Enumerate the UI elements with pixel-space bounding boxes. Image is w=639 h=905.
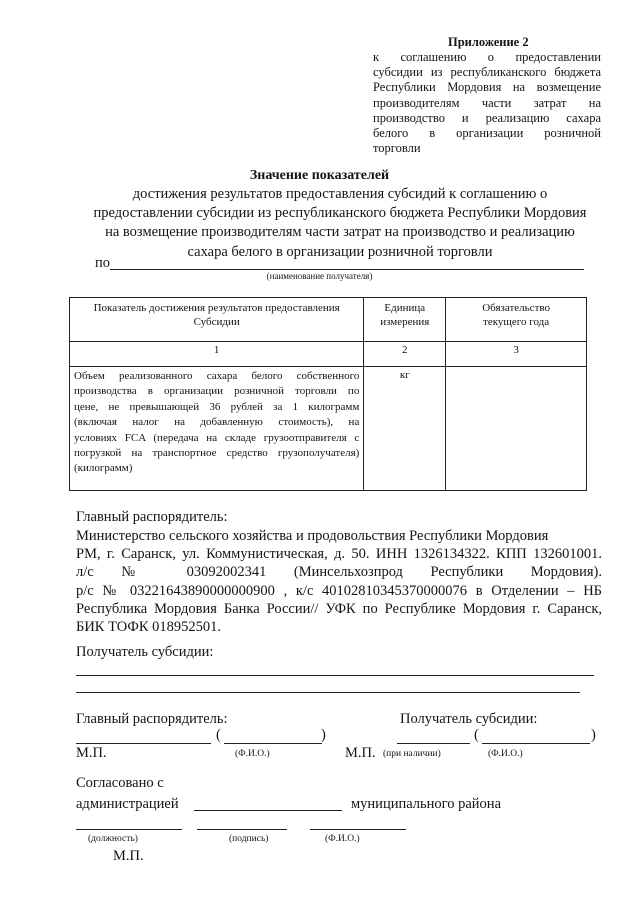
manager-stamp: М.П. [76, 745, 107, 761]
manager-label: Главный распорядитель: [76, 509, 228, 525]
recipient-name-field[interactable] [110, 269, 584, 270]
column-number: 1 [70, 342, 364, 367]
table-header-row [70, 298, 587, 342]
manager-line: р/с № 03221643890000000900 , к/с 40102810345370000076 в Отделении – НБ [76, 582, 602, 599]
manager-fio-line[interactable] [224, 743, 322, 744]
indicator-line: условиях FCA (передача на складе грузоотправителя с [74, 431, 360, 444]
appendix-line: производство и реализацию сахара [373, 110, 601, 125]
unit-cell: кг [364, 367, 446, 491]
recipient-fio-line[interactable] [482, 743, 590, 744]
stamp-optional-hint: (при наличии) [383, 749, 441, 759]
recipient-signature-line[interactable] [397, 743, 470, 744]
recipient-fio-hint: (Ф.И.О.) [488, 749, 523, 759]
appendix-caption [373, 50, 601, 156]
column-number: 3 [446, 342, 587, 367]
recipient-field-line[interactable] [76, 675, 594, 676]
position-line[interactable] [76, 829, 182, 830]
header-unit [364, 298, 446, 342]
district-label: муниципального района [351, 796, 501, 812]
recipient-field-line[interactable] [76, 692, 580, 693]
agreement-stamp: М.П. [113, 848, 144, 864]
header-line: Единица [384, 302, 426, 314]
subtitle-line: предоставлении субсидии из республиканского бюджета Республики Мордовия [93, 205, 587, 222]
recipient-signature-label: Получатель субсидии: [400, 711, 538, 727]
header-line: измерения [380, 316, 430, 328]
header-line: Субсидии [193, 316, 240, 328]
appendix-line: торговли [373, 141, 421, 156]
appendix-line: производителям части затрат на [373, 95, 601, 110]
recipient-label: Получатель субсидии: [76, 644, 214, 660]
appendix-title: Приложение 2 [448, 35, 529, 49]
agreement-label: Согласовано с [76, 775, 164, 791]
obligation-value-cell[interactable] [446, 367, 587, 491]
administration-label: администрацией [76, 796, 179, 812]
manager-signature-line[interactable] [76, 743, 211, 744]
manager-signature-label: Главный распорядитель: [76, 711, 228, 727]
indicator-cell [70, 367, 364, 491]
appendix-line: субсидии из республиканского бюджета [373, 65, 601, 80]
subtitle-line: достижения результатов предоставления субсидий к соглашению о [132, 186, 548, 202]
manager-line: Министерство сельского хозяйства и продовольствия Республики Мордовия [76, 528, 549, 544]
indicator-line: производства в организации розничной торговли по [74, 385, 360, 398]
recipient-prefix: по [95, 255, 111, 271]
appendix-line: белого в организации розничной [373, 125, 601, 140]
paren-close: ) [321, 727, 326, 743]
paren-open: ( [216, 727, 221, 743]
appendix-line: к соглашению о предоставлении [373, 50, 601, 64]
document-subtitle [80, 185, 600, 262]
fio-hint: (Ф.И.О.) [325, 834, 360, 844]
column-number: 2 [364, 342, 446, 367]
header-obligation [446, 298, 587, 342]
header-indicator [70, 298, 364, 342]
subtitle-line: сахара белого в организации розничной торговли [187, 243, 493, 260]
signature-hint: (подпись) [229, 834, 269, 844]
indicator-line: цене, не превышающей 36 рублей за 1 килограмм [74, 400, 360, 413]
manager-line: РМ, г. Саранск, ул. Коммунистическая, д. 50. ИНН 1326134322. КПП 132601001. [76, 546, 602, 563]
manager-details [76, 527, 602, 636]
signature-line[interactable] [197, 829, 287, 830]
indicator-line: (включая налог на добавленную стоимость), на [74, 416, 360, 429]
document-title: Значение показателей [249, 168, 390, 183]
administration-name-line[interactable] [194, 810, 342, 811]
header-line: текущего года [483, 316, 550, 328]
header-line: Обязательство [482, 302, 550, 314]
recipient-name-hint: (наименование получателя) [266, 271, 373, 281]
manager-line: Республика Мордовия Банка России// УФК по Республике Мордовия г. Саранск, [76, 600, 602, 617]
indicator-line: (килограмм) [74, 462, 133, 475]
position-hint: (должность) [88, 834, 138, 844]
header-line: Показатель достижения результатов предоставления [93, 302, 340, 314]
fio-line[interactable] [310, 829, 406, 830]
recipient-stamp: М.П. [345, 745, 376, 761]
table-row [70, 367, 587, 491]
indicator-table [69, 297, 587, 491]
indicator-line: Объем реализованного сахара белого собственного [74, 370, 360, 382]
table-number-row [70, 342, 587, 367]
manager-line: БИК ТОФК 018952501. [76, 618, 222, 635]
paren-open: ( [474, 727, 479, 743]
appendix-line: Республики Мордовия на возмещение [373, 80, 601, 95]
manager-line: л/с № 03092002341 (Минсельхозпрод Республики Мордовия). [76, 564, 602, 581]
paren-close: ) [591, 727, 596, 743]
indicator-line: погрузкой на транспортное средство грузополучателя) [74, 446, 360, 459]
subtitle-line: на возмещение производителям части затрат на производство и реализацию [105, 224, 575, 241]
manager-fio-hint: (Ф.И.О.) [235, 749, 270, 759]
